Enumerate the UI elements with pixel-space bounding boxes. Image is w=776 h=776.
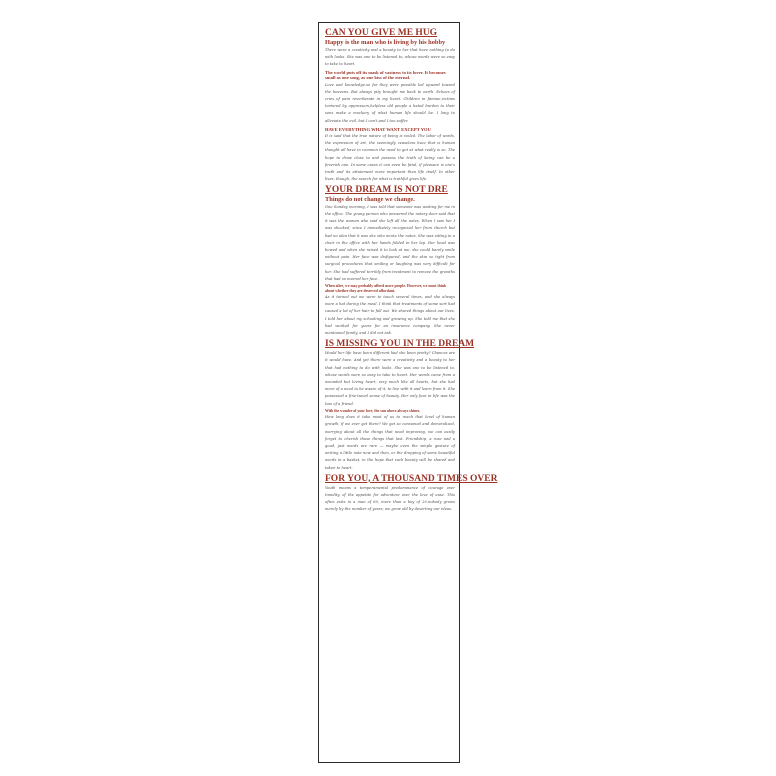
text-strip — [318, 22, 498, 763]
paragraph: Youth means a temperamental predominance of courage over timidity, of the appetite for adventure over the love of ease. This often exits in a man of 60, more than a boy of 20.nobody grows merely by the number of years; we grow old by deserting our ideas. — [325, 485, 455, 512]
heading: IS MISSING YOU IN THE DREAM — [325, 339, 475, 350]
paragraph: Would her life have been different had she been pretty? Chances are it would have. And yet there were a creativity and a beauty to her that had nothing to do with looks. She was one to be listened to, whose words were so easy to take to heart. Her words came from a wounded but loving heart, very much like all hearts, but she had more of a need to be aware of it, to live with it and learn from it. She possessed a fine-tuned sense of beauty. Her only fear in life was the loss of a friend. — [325, 351, 455, 406]
heading: CAN YOU GIVE ME HUG — [325, 28, 438, 38]
paragraph: How long does it take most of us to reach that level of human growth, if we ever get there? We get so consumed and demoralized, worrying about all the things that need improving, we can easily forget to cherish those things that last. Friendship, a rose and a good, just words are rare — maybe even the simple gesture of writing a little note now and then, or the dropping of some beautiful words in a basket, in the hope that such beauty will be shared and taken to heart. — [325, 415, 455, 470]
paragraph: It is said that the true nature of being is veiled. The labor of words, the expression of art, the seemingly ceaseless buzz that is human thought all have in common the need to get at what really is so. The hope to draw close to and possess the truth of being can be a feverish one. In some cases it can even be fatal, if pleasure is one's truth and its attainment more important than life itself. In other lives, though, the search for what is truthful gives life. — [325, 133, 455, 182]
small-heading: The world puts off its mask of vastness to its lover. It becomes small as one song, as one kiss of the eternal. — [325, 70, 446, 81]
subheading: Things do not change we change. — [325, 196, 415, 204]
tiny-heading: When alive, we may probably afford more people. However, we must think about whether they are deserved affordant. — [325, 284, 447, 293]
paragraph: As it turned out we were to touch several times, and she always wore a hat during the meal. I think that treatments of some sort had caused a lot of her hair to fall out. We shared things about our lives. I told her about my schooling and growing up. She told me that she had worked for years for an insurance company. She never mentioned family, and I did not ask. — [325, 294, 455, 335]
tiny-heading: With the wonder of your love, the sun above always shines. — [325, 408, 421, 413]
paragraph: There were a creativity and a beauty to her that have nothing to do with looks. She was one to be listened to, whose words were so easy to take to heart. — [325, 47, 455, 66]
paragraph: Love and knowledge,so far they were possible led upward toward the heavens. But always pity brought me back to earth. Echoes of cries of pain reverberate in my heart. Children in famine,victims tortured by oppressors,helpless old people a hated burden to their sons make a mockery of what human life should be. I long to alleviate the evil, but I can't,and I too suffer. — [325, 82, 455, 123]
heading: FOR YOU, A THOUSAND TIMES OVER — [325, 473, 498, 484]
paragraph: One Sunday morning, I was told that someone was waiting for me in the office. The young person who answered the notary door said that it was the woman who said she left all the notes. When I saw her I was shocked, since I immediately recognized her from church but had no idea that it was she who wrote the notes. She was sitting in a chair in the office with her hands folded in her lap. Her head was bowed and when she raised it to look at me, she could barely smile without pain. Her face was disfigured, and the skin so tight from surgical procedures that smiling or laughing was very difficult for her. She had suffered terribly from treatment to remove the growths that had so marred her face. — [325, 204, 455, 281]
subheading: Happy is the man who is living by his hobby — [325, 39, 446, 46]
heading: YOUR DREAM IS NOT DRE — [325, 185, 448, 196]
small-heading: HAVE EVERYTHING WHAT WANT EXCEPT YOU — [325, 126, 431, 132]
